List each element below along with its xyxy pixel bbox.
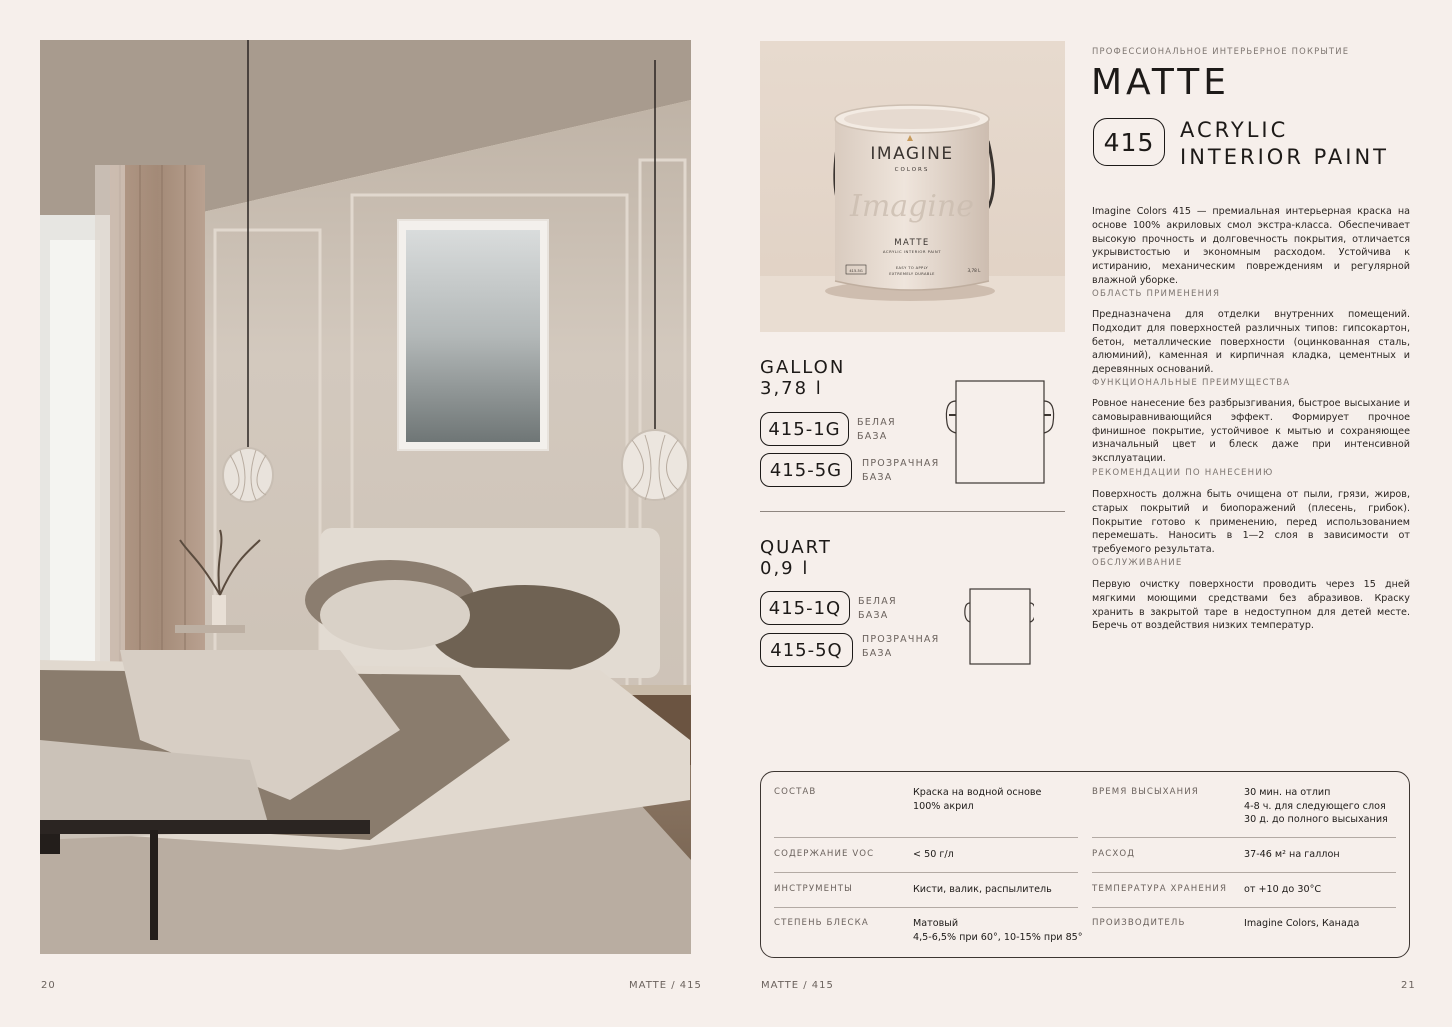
can-brand-text: IMAGINE — [870, 144, 954, 164]
spec-key-voc: СОДЕРЖАНИЕ VOC — [774, 849, 875, 859]
spec-row-divider — [774, 872, 1078, 873]
spec-key-storage-temp: ТЕМПЕРАТУРА ХРАНЕНИЯ — [1092, 884, 1228, 894]
page-number-left: 20 — [41, 980, 56, 991]
code-pill-415-1q: 415-1Q — [760, 591, 850, 625]
section-heading-recommendations: РЕКОМЕНДАЦИИ ПО НАНЕСЕНИЮ — [1092, 468, 1274, 478]
product-subtitle-line2: INTERIOR PAINT — [1180, 145, 1389, 169]
option-label-clear-base — [862, 633, 939, 661]
product-can-photo — [760, 41, 1065, 332]
can-finish-text: MATTE — [894, 238, 930, 248]
bedroom-illustration — [40, 40, 691, 954]
running-head-right: MATTE / 415 — [761, 980, 834, 991]
quart-title-line1: QUART — [760, 537, 832, 558]
spec-key-manufacturer: ПРОИЗВОДИТЕЛЬ — [1092, 918, 1186, 928]
section-text-recommendations: Поверхность должна быть очищена от пыли, грязи, жиров, старых покрытий и биопоражений (плесень, грибок). Покрытие готово к применению, перед использованием перемешать. Наносить в 1—2 слоя в зависимости от требуемого результата. — [1092, 489, 1410, 556]
spec-key-consumption: РАСХОД — [1092, 849, 1136, 859]
size-divider — [760, 511, 1065, 512]
spec-value-line: 4-8 ч. для следующего слоя — [1244, 800, 1386, 812]
spec-value-drying — [1244, 786, 1388, 827]
spec-value-line: 30 мин. на отлип — [1244, 787, 1331, 798]
spec-value-line: Краска на водной основе — [913, 787, 1042, 798]
bedroom-photo — [40, 40, 691, 954]
spec-key-composition: СОСТАВ — [774, 787, 817, 797]
option-label-line1: ПРОЗРАЧНАЯ — [862, 634, 940, 645]
section-text-application: Предназначена для отделки внутренних помещений. Подходит для поверхностей различных типов: гипсокартон, бетон, металлические поверхности (оцинкованная сталь, алюминий), каменная и кирпичная кладка, цементных и деревянных оснований. — [1092, 309, 1410, 376]
option-label-clear-base — [862, 457, 939, 485]
gallon-title-line1: GALLON — [760, 357, 846, 378]
spec-value-line: Матовый — [913, 918, 959, 929]
product-eyebrow: ПРОФЕССИОНАЛЬНОЕ ИНТЕРЬЕРНОЕ ПОКРЫТИЕ — [1092, 46, 1350, 56]
page-number-right: 21 — [1401, 980, 1416, 991]
product-subtitle — [1180, 117, 1389, 171]
spec-value-line: 30 д. до полного высыхания — [1244, 814, 1388, 825]
spec-key-tools: ИНСТРУМЕНТЫ — [774, 884, 853, 894]
section-text-maintenance: Первую очистку поверхности проводить через 15 дней мягкими моющими средствами без абразивов. Краску хранить в закрытой таре в недоступном для детей месте. Беречь от воздействия низких температур. — [1092, 579, 1410, 632]
code-pill-415-5g: 415-5G — [760, 453, 852, 487]
can-claim-1: EASY TO APPLY — [895, 266, 929, 270]
option-label-white-base — [858, 595, 897, 623]
option-label-line1: БЕЛАЯ — [857, 417, 896, 428]
section-heading-benefits: ФУНКЦИОНАЛЬНЫЕ ПРЕИМУЩЕСТВА — [1092, 378, 1291, 388]
option-label-line1: ПРОЗРАЧНАЯ — [862, 458, 940, 469]
quart-can-icon — [964, 585, 1034, 667]
can-code-tag: 415-5G — [849, 269, 863, 273]
can-volume-text: 3,78 L — [967, 268, 981, 273]
gallon-title — [760, 357, 845, 399]
section-heading-maintenance: ОБСЛУЖИВАНИЕ — [1092, 558, 1183, 568]
option-label-line2: БАЗА — [862, 648, 893, 659]
spec-row-divider — [774, 837, 1078, 838]
spec-value-consumption: 37-46 м² на галлон — [1244, 849, 1340, 860]
code-pill-415-1g: 415-1G — [760, 412, 849, 446]
option-label-white-base — [857, 416, 896, 444]
can-watermark-text: Imagine — [849, 189, 975, 224]
gallon-can-icon — [944, 375, 1056, 487]
spec-value-composition — [913, 786, 1041, 813]
option-label-line1: БЕЛАЯ — [858, 596, 897, 607]
can-brand-sub-text: COLORS — [894, 167, 930, 173]
spec-row-divider — [1092, 907, 1396, 908]
can-finish-sub-text: ACRYLIC INTERIOR PAINT — [882, 249, 942, 254]
product-intro: Imagine Colors 415 — премиальная интерьерная краска на основе 100% акриловых смол экстра-класса. Обеспечивает высокую прочность и долговечность покрытия, отличается укрывистостью и экономным расходом. Устойчива к истиранию, механическим повреждениям и регулярной влажной уборке. — [1092, 206, 1410, 286]
can-claim-2: EXTREMELY DURABLE — [889, 272, 935, 276]
spec-value-tools: Кисти, валик, распылитель — [913, 884, 1052, 895]
option-label-line2: БАЗА — [862, 472, 893, 483]
spec-row-divider — [774, 907, 1078, 908]
product-number-badge: 415 — [1093, 118, 1165, 166]
spec-value-line: 100% акрил — [913, 800, 974, 812]
spec-row-divider — [1092, 837, 1396, 838]
spec-value-voc: < 50 г/л — [913, 849, 954, 860]
spec-key-drying: ВРЕМЯ ВЫСЫХАНИЯ — [1092, 787, 1199, 797]
section-text-benefits: Ровное нанесение без разбрызгивания, быстрое высыхание и самовыравнивающийся эффект. Формирует прочное финишное покрытие, устойчивое к мытью и сохраняющее изначальный цвет и блеск даже при интенсивной эксплуатации. — [1092, 398, 1410, 465]
quart-title-line2: 0,9 l — [760, 558, 810, 579]
gallon-title-line2: 3,78 l — [760, 378, 823, 399]
spec-row-divider — [1092, 872, 1396, 873]
spec-value-line: 4,5-6,5% при 60°, 10-15% при 85° — [913, 931, 1083, 943]
option-label-line2: БАЗА — [857, 431, 888, 442]
running-head-left: MATTE / 415 — [629, 980, 702, 991]
spec-value-gloss — [913, 917, 1083, 944]
section-heading-application: ОБЛАСТЬ ПРИМЕНЕНИЯ — [1092, 289, 1221, 299]
spec-key-gloss: СТЕПЕНЬ БЛЕСКА — [774, 918, 869, 928]
code-pill-415-5q: 415-5Q — [760, 633, 853, 667]
spec-value-storage-temp: от +10 до 30°C — [1244, 884, 1322, 895]
quart-title — [760, 537, 832, 579]
paint-can-illustration — [760, 41, 1065, 332]
product-subtitle-line1: ACRYLIC — [1180, 118, 1289, 142]
product-title: MATTE — [1091, 62, 1230, 103]
option-label-line2: БАЗА — [858, 610, 889, 621]
spec-value-manufacturer: Imagine Colors, Канада — [1244, 918, 1360, 929]
